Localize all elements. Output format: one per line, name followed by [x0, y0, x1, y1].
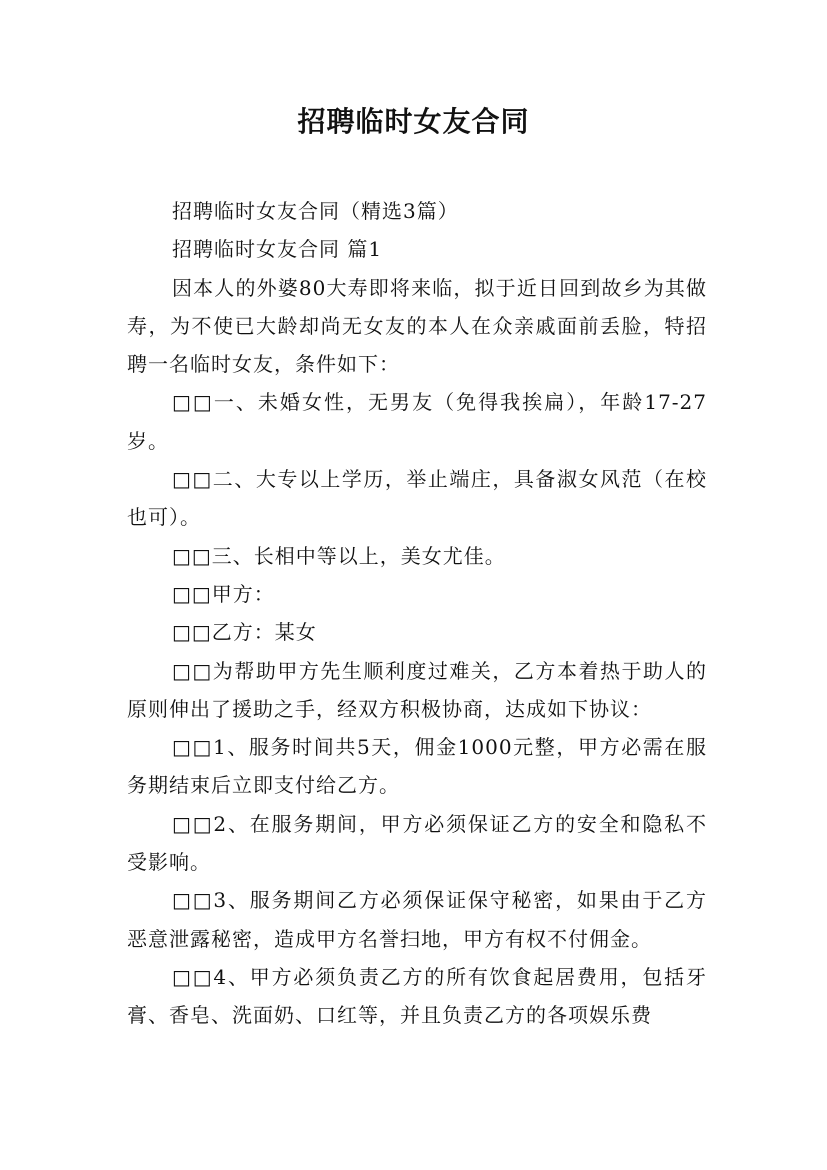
paragraph-party-a: □□甲方：: [172, 581, 275, 606]
paragraph-party-b: □□乙方：某女: [172, 620, 317, 645]
paragraph-clause-1: □□1、服务时间共5天，佣金1000元整，甲方必需在服务期结束后立即支付给乙方。: [127, 735, 707, 798]
document-title: 招聘临时女友合同: [297, 105, 530, 138]
paragraph-intro: 因本人的外婆80大寿即将来临，拟于近日回到故乡为其做寿，为不使已大龄却尚无女友的本人在众亲戚面前丢脸，特招聘一名临时女友，条件如下：: [127, 275, 707, 377]
paragraph-clause-2: □□2、在服务期间，甲方必须保证乙方的安全和隐私不受影响。: [127, 811, 707, 875]
paragraph-clause-4: □□4、甲方必须负责乙方的所有饮食起居费用，包括牙膏、香皂、洗面奶、口红等，并且负责乙方的各项娱乐费: [127, 964, 707, 1028]
paragraph-condition-1: □□一、未婚女性，无男友（免得我挨扁），年龄17-27岁。: [127, 390, 707, 453]
paragraph-clause-3: □□3、服务期间乙方必须保证保守秘密，如果由于乙方恶意泄露秘密，造成甲方名誉扫地，甲方有权不付佣金。: [127, 888, 707, 951]
paragraph-condition-3: □□三、长相中等以上，美女尤佳。: [172, 543, 506, 568]
paragraph-subtitle: 招聘临时女友合同（精选3篇）: [172, 199, 459, 223]
paragraph-agreement-preamble: □□为帮助甲方先生顺利度过难关，乙方本着热于助人的原则伸出了援助之手，经双方积极协商，达成如下协议：: [127, 658, 707, 721]
paragraph-condition-2: □□二、大专以上学历，举止端庄，具备淑女风范（在校也可）。: [127, 467, 707, 530]
document-body: [127, 192, 707, 1035]
paragraph-section-heading: 招聘临时女友合同 篇1: [172, 237, 383, 262]
